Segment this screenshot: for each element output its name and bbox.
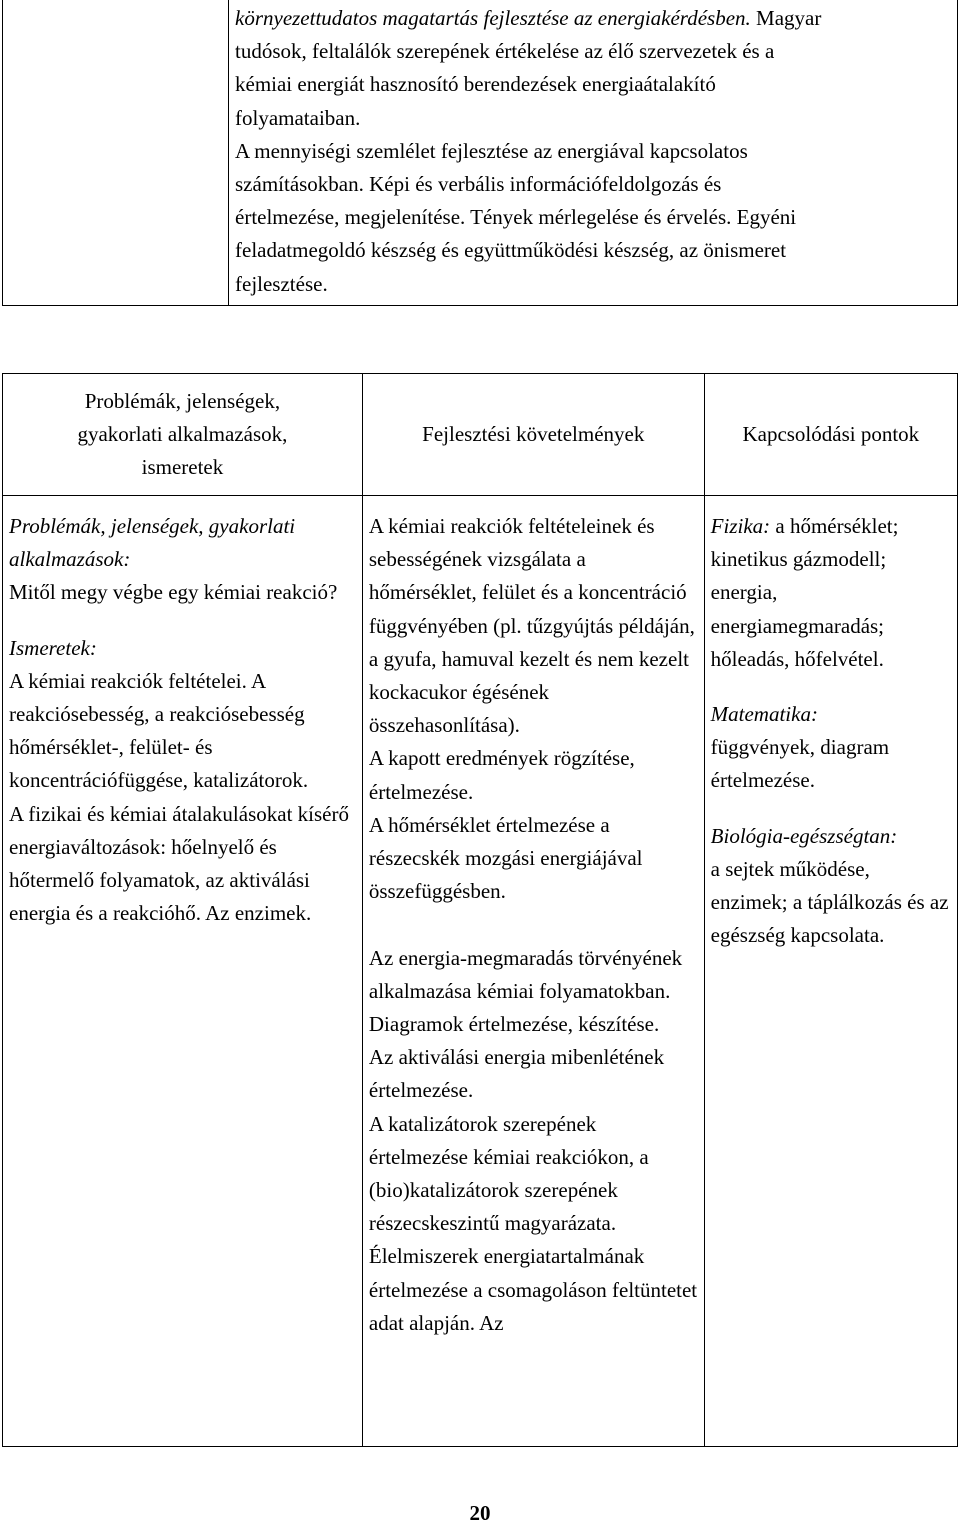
req-p6: Az aktiválási energia mibenlétének értelmezése. [368,1045,665,1103]
top-right-text-cell [229,0,958,306]
top-line-7: értelmezése, megjelenítése. Tények mérlegelése és érvelés. Egyéni [235,205,797,230]
top-line-4: folyamataiban. [235,105,361,130]
problems-question: Mitől megy végbe egy kémiai reakció? [9,580,338,605]
req-p5: Diagramok értelmezése, készítése. [368,1012,660,1037]
content-row [3,496,958,1447]
req-p2: A kapott eredmények rögzítése, értelmezése. [368,746,635,804]
top-line-1: környezettudatos magatartás fejlesztése az energiakérdésben. Magyar [235,6,822,30]
knowledge-text-2: A fizikai és kémiai átalakulásokat kísérő energiaváltozások: hőelnyelő és hőtermelő folyamatok, az aktiválási energia és a reakcióhő. Az enzimek. [9,801,349,926]
page-number: 20 [469,1501,491,1525]
conn-math-label: Matematika: [710,702,818,727]
conn-physics: Fizika: a hőmérséklet; kinetikus gázmodell; energia, energiamegmaradás; hőleadás, hőfelvétel. [710,514,899,671]
cell-requirements [362,496,704,1447]
header-connections: Kapcsolódási pontok [704,374,957,496]
top-left-empty-cell [3,0,229,306]
cell-connections [704,496,957,1447]
top-line-3: kémiai energiát hasznosító berendezések energiaátalakító [235,72,716,97]
req-p7: A katalizátorok szerepének értelmezése kémiai reakciókon, a (bio)katalizátorok szerepének részecskeszintű magyarázata. [368,1111,649,1236]
top-line-5: A mennyiségi szemlélet fejlesztése az energiával kapcsolatos [235,138,748,163]
problems-heading: Problémák, jelenségek, gyakorlati alkalmazások: [9,514,296,572]
conn-bio-text: a sejtek működése, enzimek; a táplálkozás és az egészség kapcsolata. [710,856,949,948]
conn-math-text: függvények, diagram értelmezése. [710,735,890,793]
header-row [3,374,958,496]
cell-problems [3,496,363,1447]
header-requirements: Fejlesztési követelmények [362,374,704,496]
curriculum-table [2,373,958,1447]
top-line-6: számításokban. Képi és verbális információfeldolgozás és [235,172,722,197]
conn-bio-label: Biológia-egészségtan: [710,823,898,848]
knowledge-text-1: A kémiai reakciók feltételei. A reakciósebesség, a reakciósebesség hőmérséklet-, felület- és koncentrációfüggése, katalizátorok. [9,668,309,793]
req-p4: Az energia-megmaradás törvényének alkalmazása kémiai folyamatokban. [368,945,683,1003]
top-line-2: tudósok, feltalálók szerepének értékelése az élő szervezetek és a [235,39,775,64]
top-continuation-table [2,0,958,306]
top-line-8: feladatmegoldó készség és együttműködési készség, az önismeret [235,238,787,263]
req-p8: Élelmiszerek energiatartalmának értelmezése a csomagoláson feltüntetet adat alapján. Az [368,1244,698,1335]
top-line-9: fejlesztése. [235,271,328,296]
req-p3: A hőmérséklet értelmezése a részecskék mozgási energiájával összefüggésben. [368,812,643,904]
req-p1: A kémiai reakciók feltételeinek és sebességének vizsgálata a hőmérséklet, felület és a koncentráció függvényében (pl. tűzgyújtás példáján, a gyufa, hamuval kezelt és nem kezelt kockacukor égésének összehasonlítása). [368,514,695,738]
knowledge-heading: Ismeretek: [9,635,97,660]
header-problems: Problémák, jelenségek, gyakorlati alkalmazások, ismeretek [3,374,363,496]
